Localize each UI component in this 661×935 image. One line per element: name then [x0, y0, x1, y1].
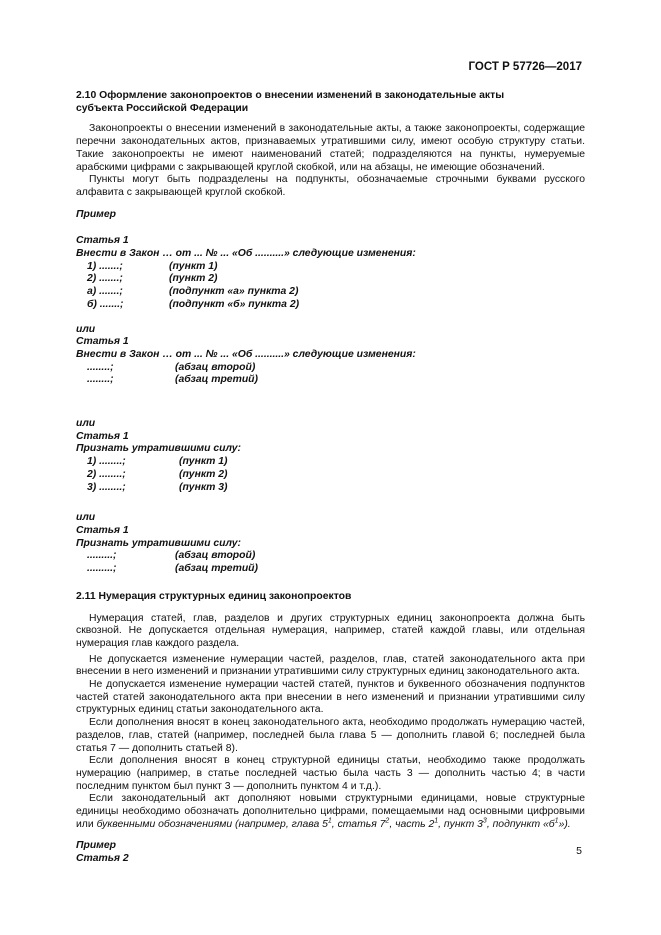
section-2-10-paragraph-2: Пункты могут быть подразделены на подпункты, обозначаемые строчными буквами русского алфавита с закрывающей круглой скобкой. — [76, 174, 585, 198]
page-content — [76, 90, 585, 866]
item-note: (пункт 1) — [169, 260, 218, 272]
example-4-item — [87, 550, 585, 563]
example-3-item — [87, 482, 585, 495]
superscript: 2 — [385, 817, 390, 825]
section-2-10-title-line1: 2.10 Оформление законопроектов о внесении изменений в законодательные акты — [76, 90, 505, 101]
example-4-item — [87, 563, 585, 576]
item-note: (подпункт «а» пункта 2) — [169, 286, 299, 298]
example-3-article: Статья 1 — [76, 430, 129, 442]
example-1-item — [87, 261, 585, 274]
italic-part: »). — [558, 818, 571, 830]
item-note: (абзац третий) — [175, 374, 258, 386]
example-1-article: Статья 1 — [76, 235, 129, 247]
italic-part: , пункт 3 — [438, 818, 483, 830]
item-note: (пункт 2) — [179, 468, 228, 480]
section-2-11-paragraph-5: Если дополнения вносят в конец структурной единицы статьи, необходимо также продолжать нумерацию (например, в статье последней частью была часть 3 — дополнить частью 4; в части последним пунктом был пункт 3 — дополнить пунктом 4 и т.д.). — [76, 755, 585, 792]
document-code: ГОСТ Р 57726—2017 — [468, 61, 582, 73]
section-2-11-paragraph-6 — [76, 793, 585, 831]
or-separator: или — [76, 323, 96, 335]
section-2-11-paragraph-2: Не допускается изменение нумерации частей, разделов, глав, статей законодательного акта при внесении в него изменений и признании утратившими силу структурных единиц законодательного акта. — [76, 653, 585, 678]
item-note: (пункт 1) — [179, 456, 228, 468]
example-4-items — [76, 550, 585, 575]
example-label: Пример — [76, 208, 116, 220]
item-text: б) .......; — [87, 298, 124, 310]
example-3-intro: Признать утратившими силу: — [76, 443, 242, 455]
item-text: а) .......; — [87, 286, 123, 298]
section-2-11-paragraph-1: Нумерация статей, глав, разделов и других структурных единиц законопроекта должна быть сквозной. Не допускается отдельная нумерация, например, статей каждой главы, или отдельная нумерация глав каждого раздела. — [76, 612, 585, 649]
superscript: 3 — [482, 817, 487, 825]
item-text: ........; — [87, 374, 114, 386]
item-note: (пункт 3) — [179, 481, 228, 493]
example-2-intro: Внести в Закон … от ... № ... «Об ..........» следующие изменения: — [76, 348, 416, 360]
example-1-item — [87, 286, 585, 299]
example-3-items — [76, 456, 585, 494]
example-2-item — [87, 362, 585, 375]
item-text: .........; — [87, 550, 117, 562]
example-4-article: Статья 1 — [76, 524, 129, 536]
item-text: 2) .......; — [87, 273, 123, 285]
example-article: Статья 2 — [76, 853, 129, 865]
example-label: Пример — [76, 840, 116, 852]
item-text: .........; — [87, 563, 117, 575]
item-note: (пункт 2) — [169, 273, 218, 285]
section-2-10-paragraph-1: Законопроекты о внесении изменений в законодательные акты, а также законопроекты, содержащие перечни законодательных актов, признаваемых утратившими силу, имеют особую структуру статьи. Такие законопроекты не имеют наименований статей; подразделяются на пункты, нумеруемые арабскими цифрами с закрывающей круглой скобкой, или на абзацы, не имеющие обозначений. — [76, 123, 585, 173]
superscript: 1 — [327, 817, 332, 825]
item-note: (абзац второй) — [175, 550, 256, 562]
section-2-10-title-line2: субъекта Российской Федерации — [76, 102, 249, 114]
italic-part: , часть 2 — [389, 818, 435, 830]
superscript: 1 — [434, 817, 439, 825]
example-1-items — [76, 261, 585, 312]
page-number: 5 — [576, 845, 582, 857]
item-note: (абзац второй) — [175, 361, 256, 373]
item-note: (абзац третий) — [175, 563, 258, 575]
example-3-item — [87, 456, 585, 469]
item-text: 1) .......; — [87, 260, 123, 272]
example-4-intro: Признать утратившими силу: — [76, 537, 242, 549]
example-1-item — [87, 273, 585, 286]
paragraph-6-text: Если законодательный акт дополняют новыми структурными единицами, новые структурные единицы необходимо обозначать дополнительно цифрами, помещаемыми над основными цифровыми или — [76, 793, 585, 830]
item-text: 2) ........; — [87, 468, 126, 480]
superscript: 1 — [554, 817, 559, 825]
section-2-11-paragraph-4: Если дополнения вносят в конец законодательного акта, необходимо продолжать нумерацию частей, разделов, глав, статей (например, последней была глава 5 — дополнить главой 6; последней была статья 7 — дополнить статьей 8). — [76, 717, 585, 754]
example-2-items — [76, 362, 585, 387]
example-2-item — [87, 374, 585, 387]
item-note: (подпункт «б» пункта 2) — [169, 298, 300, 310]
item-text: 1) ........; — [87, 456, 126, 468]
italic-part: , статья 7 — [331, 818, 386, 830]
item-text: ........; — [87, 361, 114, 373]
item-text: 3) ........; — [87, 481, 126, 493]
example-1-intro: Внести в Закон … от ... № ... «Об ..........» следующие изменения: — [76, 248, 416, 260]
italic-part: , подпункт «б — [486, 818, 555, 830]
paragraph-6-italic — [97, 819, 571, 830]
example-3-item — [87, 469, 585, 482]
section-2-11-title: 2.11 Нумерация структурных единиц законопроектов — [76, 590, 352, 602]
italic-part: буквенными обозначениями (например, глава 5 — [96, 818, 328, 830]
or-separator: или — [76, 418, 96, 430]
section-2-11-paragraph-3: Не допускается изменение нумерации частей статей, пунктов и буквенного обозначения подпунктов частей статей законодательного акта при внесении в него изменений и признании утратившими силу структурных единиц статьи законодательного акта. — [76, 679, 585, 716]
example-1-item — [87, 299, 585, 312]
example-2-article: Статья 1 — [76, 336, 129, 348]
or-separator: или — [76, 512, 96, 524]
